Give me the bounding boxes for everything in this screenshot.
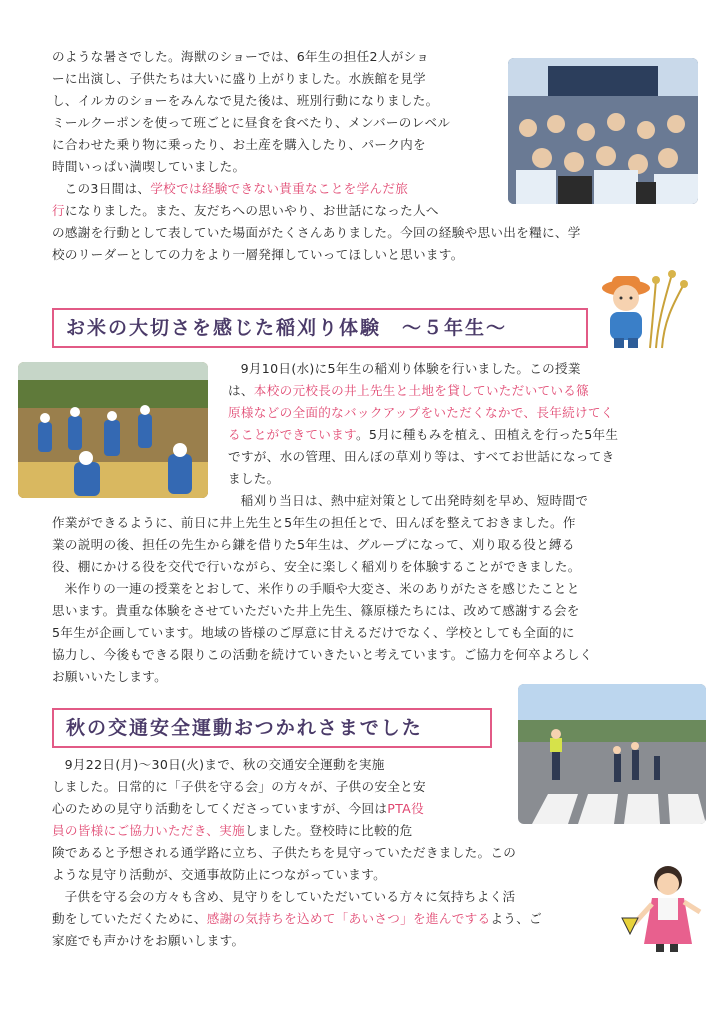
rice-line: ですが、水の管理、田んぼの草刈り等は、すべてお世話になってき bbox=[228, 449, 615, 464]
traffic-line: 心のための見守り活動をしてくださっていますが、今回はPTA役 bbox=[52, 801, 424, 816]
rice-line: 協力し、今後もできる限りこの活動を続けていきたいと考えています。ご協力を何卒よろしく bbox=[52, 647, 593, 662]
traffic-line: 険であると予想される通学路に立ち、子供たちを見守っていただきました。この bbox=[52, 845, 517, 860]
rice-line: 5年生が企画しています。地域の皆様のご厚意に甘えるだけでなく、学校としても全面的に bbox=[52, 625, 575, 640]
traffic-line: しました。日常的に「子供を守る会」の方々が、子供の安全と安 bbox=[52, 779, 426, 794]
rice-line: ました。 bbox=[228, 471, 280, 486]
rice-line: お願いいたします。 bbox=[52, 669, 168, 684]
trip-line: ミールクーポンを使って班ごとに昼食を食べたり、メンバーのレベル bbox=[52, 115, 451, 130]
rice-line: は、本校の元校長の井上先生と土地を貸していただいている篠 bbox=[228, 383, 590, 398]
rice-line: 原様などの全面的なバックアップをいただくなかで、長年続けてく bbox=[228, 405, 614, 420]
rice-p2-text bbox=[52, 512, 700, 688]
highlight-text: 学校では経験できない貴重なことを学んだ旅 bbox=[150, 181, 409, 196]
rice-harvest-photo bbox=[18, 362, 208, 498]
trip-line: し、イルカのショーをみんなで見た後は、班別行動になりました。 bbox=[52, 93, 439, 108]
highlight-text: 員の皆様にご協力いただき、実施 bbox=[52, 823, 245, 838]
traffic-line: ような見守り活動が、交通事故防止につながっています。 bbox=[52, 867, 386, 882]
crossing-guard-illustration bbox=[612, 858, 704, 954]
trip-wide-text bbox=[52, 222, 692, 266]
rice-p1-text bbox=[228, 358, 694, 512]
highlight-text: ることができています bbox=[228, 427, 356, 442]
traffic-line: 員の皆様にご協力いただき、実施しました。登校時に比較的危 bbox=[52, 823, 413, 838]
traffic-line: 動をしていただくために、感謝の気持ちを込めて「あいさつ」を進んでするよう、ご bbox=[52, 911, 542, 926]
traffic-line: 9月22日(月)～30日(火)まで、秋の交通安全運動を実施 bbox=[64, 757, 385, 772]
rice-line: 思います。貴重な体験をさせていただいた井上先生、篠原様たちには、改めて感謝する会を bbox=[52, 603, 580, 618]
crosswalk-photo bbox=[518, 684, 706, 824]
rice-line: 作業ができるように、前日に井上先生と5年生の担任とで、田んぼを整えておきました。作 bbox=[52, 515, 576, 530]
aquarium-show-crowd-photo bbox=[508, 58, 698, 204]
rice-line: 9月10日(水)に5年生の稲刈り体験を行いました。この授業 bbox=[240, 361, 581, 376]
rice-line: 米作りの一連の授業をとおして、米作りの手順や大変さ、米のありがたさを感じたことと bbox=[64, 581, 580, 596]
trip-line: のような暑さでした。海獣のショーでは、6年生の担任2人がショ bbox=[52, 49, 430, 64]
trip-line: 校のリーダーとしての力をより一層発揮していってほしいと思います。 bbox=[52, 247, 464, 262]
traffic-wide-text bbox=[52, 842, 612, 952]
trip-p2: この3日間は、学校では経験できない貴重なことを学んだ旅 bbox=[64, 181, 409, 196]
traffic-line: 家庭でも声かけをお願いします。 bbox=[52, 933, 245, 948]
highlight-text: 行 bbox=[52, 203, 65, 218]
highlight-text: 本校の元校長の井上先生と土地を貸していただいている篠 bbox=[253, 383, 590, 398]
traffic-line: 子供を守る会の方々も含め、見守りをしていただいている方々に気持ちよく活 bbox=[64, 889, 516, 904]
trip-line: の感謝を行動として表していた場面がたくさんありました。今回の経験や思い出を糧に、学 bbox=[52, 225, 581, 240]
rice-farmer-illustration bbox=[598, 262, 690, 350]
highlight-text: PTA役 bbox=[387, 801, 424, 816]
trip-line: に合わせた乗り物に乗ったり、お土産を購入したり、パーク内を bbox=[52, 137, 426, 152]
rice-line: 稲刈り当日は、熱中症対策として出発時刻を早め、短時間で bbox=[240, 493, 589, 508]
rice-line: 役、棚にかける役を交代で行いながら、安全に楽しく稲刈りを体験することができました。 bbox=[52, 559, 581, 574]
rice-line: 業の説明の後、担任の先生から鎌を借りた5年生は、グループになって、刈り取る役と縛る bbox=[52, 537, 575, 552]
highlight-text: 感謝の気持ちを込めて「あいさつ」を進んでする bbox=[206, 911, 491, 926]
trip-line: ーに出演し、子供たちは大いに盛り上がりました。水族館を見学 bbox=[52, 71, 426, 86]
rice-harvest-heading: お米の大切さを感じた稲刈り体験 ～５年生～ bbox=[52, 308, 588, 348]
traffic-narrow-text bbox=[52, 754, 512, 842]
trip-narrow-text bbox=[52, 46, 500, 222]
rice-line: ることができています。5月に種もみを植え、田植えを行った5年生 bbox=[228, 427, 619, 442]
traffic-safety-heading: 秋の交通安全運動おつかれさまでした bbox=[52, 708, 492, 748]
trip-line: 時間いっぱい満喫していました。 bbox=[52, 159, 246, 174]
trip-line: 行になりました。また、友だちへの思いやり、お世話になった人へ bbox=[52, 203, 439, 218]
